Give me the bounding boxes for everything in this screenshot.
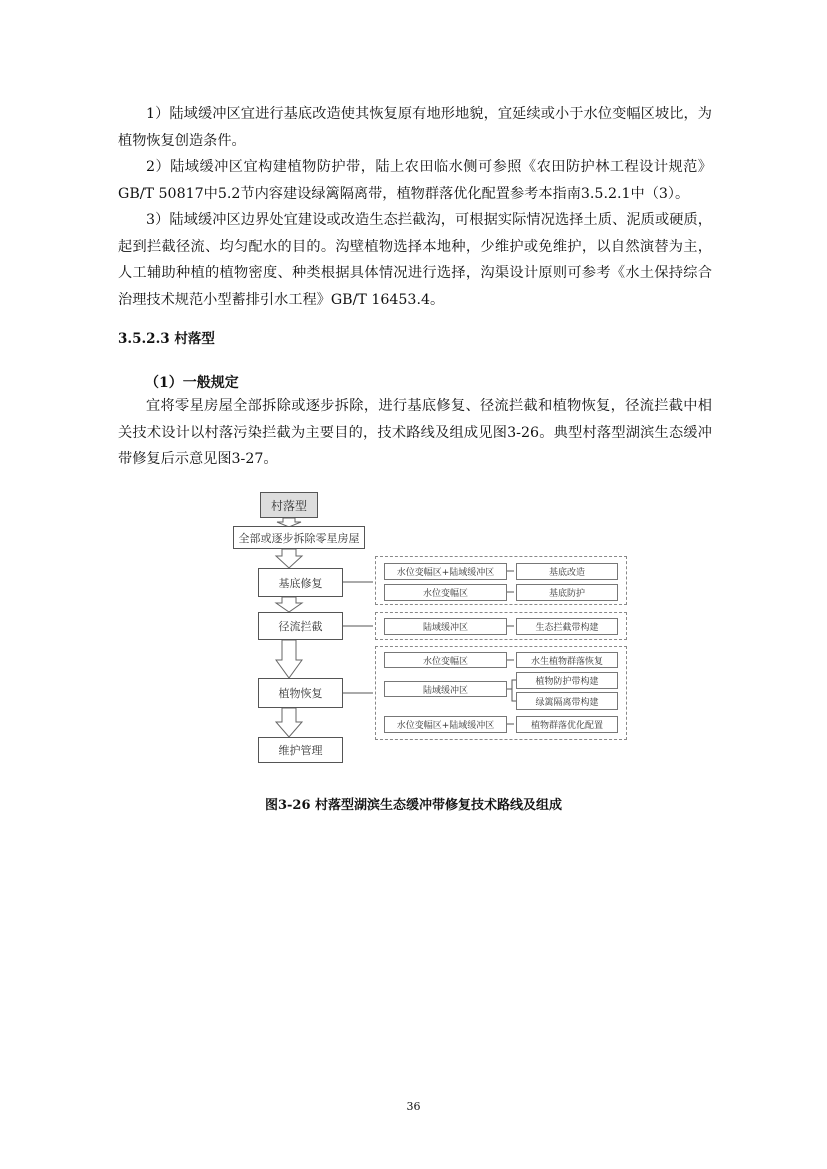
step-substrate: 基底修复 xyxy=(258,568,343,597)
arrow-down xyxy=(276,597,302,612)
step-vegetation: 植物恢复 xyxy=(258,678,343,708)
measure: 水生植物群落恢复 xyxy=(516,652,618,668)
measure: 植物防护带构建 xyxy=(516,672,618,689)
step-maintenance: 维护管理 xyxy=(258,737,343,763)
arrow-down xyxy=(276,708,302,737)
zone: 水位变幅区 xyxy=(384,584,507,601)
measure: 基底防护 xyxy=(516,584,618,601)
paragraph-1: 1）陆域缓冲区宜进行基底改造使其恢复原有地形地貌，宜延续或小于水位变幅区坡比，为植物恢复创造条件。 xyxy=(118,106,712,149)
section-heading: 3.5.2.3 村落型 xyxy=(118,331,215,347)
subsection-heading: （1）一般规定 xyxy=(145,375,239,391)
zone: 水位变幅区 xyxy=(384,652,507,668)
measure: 绿篱隔离带构建 xyxy=(516,692,618,710)
figure-caption: 图3-26 村落型湖滨生态缓冲带修复技术路线及组成 xyxy=(264,798,563,813)
zone: 陆域缓冲区 xyxy=(384,681,507,697)
zone: 水位变幅区+陆域缓冲区 xyxy=(384,716,507,733)
paragraph-2: 2）陆域缓冲区宜构建植物防护带，陆上农田临水侧可参照《农田防护林工程设计规范》GB/T 50817中5.2节内容建设绿篱隔离带，植物群落优化配置参考本指南3.5.2.1中（3）。 xyxy=(118,159,712,202)
measure: 植物群落优化配置 xyxy=(516,716,618,733)
step-demolish: 全部或逐步拆除零星房屋 xyxy=(233,526,365,549)
step-village: 村落型 xyxy=(260,492,318,518)
measure: 生态拦截带构建 xyxy=(516,618,618,635)
paragraph-3: 3）陆域缓冲区边界处宜建设或改造生态拦截沟，可根据实际情况选择土质、泥质或硬质，起到拦截径流、均匀配水的目的。沟壁植物选择本地种，少维护或免维护，以自然演替为主，人工辅助种植的植物密度、种类根据具体情况进行选择，沟渠设计原则可参考《水土保持综合治理技术规范小型蓄排引水工程》GB/T 16453.4。 xyxy=(118,212,712,308)
zone: 水位变幅区+陆域缓冲区 xyxy=(384,563,507,580)
page-number: 36 xyxy=(406,1100,421,1113)
zone: 陆域缓冲区 xyxy=(384,618,507,635)
step-runoff: 径流拦截 xyxy=(258,612,343,640)
arrow-down xyxy=(276,549,302,568)
paragraph-general: 宜将零星房屋全部拆除或逐步拆除，进行基底修复、径流拦截和植物恢复，径流拦截中相关技术设计以村落污染拦截为主要目的，技术路线及组成见图3-26。典型村落型湖滨生态缓冲带修复后示意见图3-27。 xyxy=(118,398,712,467)
arrow-down xyxy=(276,640,302,678)
measure: 基底改造 xyxy=(516,563,618,580)
